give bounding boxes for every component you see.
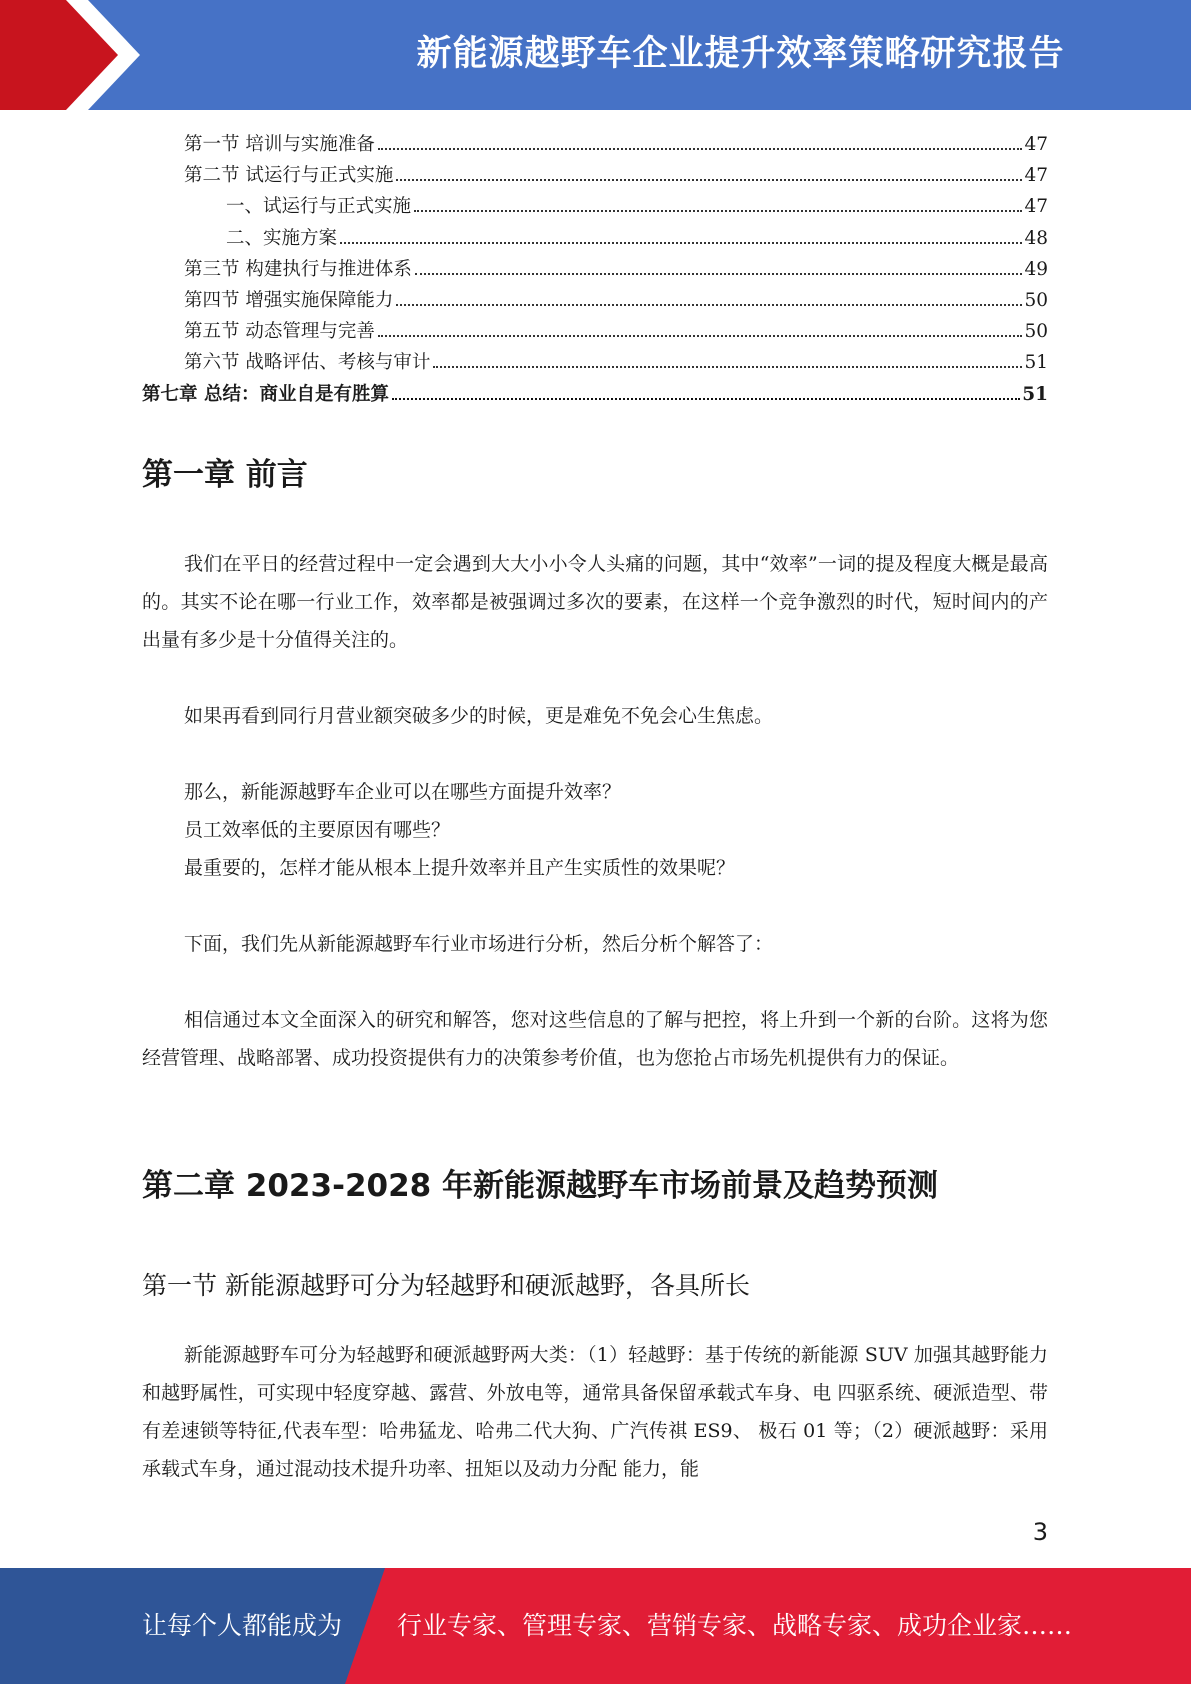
- toc-entry-page: 48: [1024, 227, 1048, 249]
- section-heading: 第一节 新能源越野可分为轻越野和硬派越野，各具所长: [142, 1271, 750, 1300]
- paragraph: 我们在平日的经营过程中一定会遇到大大小小令人头痛的问题，其中“效率”一词的提及程度大概是最高的。其实不论在哪一行业工作，效率都是被强调过多次的要素，在这样一个竞争激烈的时代，短时间内的产出量有多少是十分值得关注的。: [142, 553, 1048, 651]
- toc-leader: [340, 242, 1022, 244]
- page-header: [0, 0, 1191, 110]
- chapter-2-heading: 第二章 2023-2028 年新能源越野车市场前景及趋势预测: [142, 1168, 939, 1204]
- paragraph: 下面，我们先从新能源越野车行业市场进行分析，然后分析个解答了：: [184, 933, 774, 955]
- toc-entry-label: 第二节 试运行与正式实施: [184, 165, 394, 187]
- toc-entry-label: 第五节 动态管理与完善: [184, 321, 375, 343]
- toc-entry-page: 51: [1022, 383, 1048, 405]
- paragraph: 那么，新能源越野车企业可以在哪些方面提升效率？: [184, 781, 622, 803]
- toc-leader: [396, 304, 1022, 306]
- toc-entry-label: 第四节 增强实施保障能力: [184, 289, 394, 311]
- toc-leader: [415, 273, 1023, 275]
- toc-entry[interactable]: [142, 192, 1048, 223]
- page-number: 3: [1032, 1518, 1048, 1546]
- toc-entry[interactable]: [142, 161, 1048, 192]
- toc-entry[interactable]: [142, 224, 1048, 255]
- toc-entry-page: 47: [1024, 196, 1048, 218]
- toc-leader: [378, 335, 1023, 337]
- toc-entry-chapter[interactable]: [142, 380, 1048, 411]
- toc-entry-label: 第六节 战略评估、考核与审计: [184, 352, 431, 374]
- toc-entry-page: 50: [1024, 289, 1048, 311]
- table-of-contents: [142, 130, 1048, 411]
- toc-entry[interactable]: [142, 130, 1048, 161]
- toc-entry-label: 一、试运行与正式实施: [226, 196, 412, 218]
- footer-slogan-right: 行业专家、管理专家、营销专家、战略专家、成功企业家……: [397, 1611, 1073, 1640]
- paragraph: 员工效率低的主要原因有哪些？: [184, 819, 451, 841]
- page-footer: [0, 1568, 1191, 1684]
- toc-leader: [392, 398, 1020, 400]
- report-title: 新能源越野车企业提升效率策略研究报告: [416, 34, 1065, 74]
- toc-entry[interactable]: [142, 255, 1048, 286]
- toc-entry-page: 49: [1024, 258, 1048, 280]
- toc-entry-label: 第一节 培训与实施准备: [184, 134, 375, 155]
- toc-leader: [433, 366, 1022, 368]
- toc-entry-label: 第三节 构建执行与推进体系: [184, 258, 412, 280]
- toc-leader: [396, 179, 1022, 181]
- toc-entry-page: 51: [1024, 352, 1048, 374]
- toc-entry[interactable]: [142, 286, 1048, 317]
- paragraph: 最重要的，怎样才能从根本上提升效率并且产生实质性的效果呢？: [184, 857, 736, 879]
- chapter-1-heading: 第一章 前言: [142, 457, 308, 493]
- toc-leader: [378, 148, 1023, 150]
- toc-entry-label: 二、实施方案: [226, 227, 338, 249]
- paragraph: 相信通过本文全面深入的研究和解答，您对这些信息的了解与把控，将上升到一个新的台阶。这将为您经营管理、战略部署、成功投资提供有力的决策参考价值，也为您抢占市场先机提供有力的保证。: [142, 1009, 1048, 1069]
- paragraph: 新能源越野车可分为轻越野和硬派越野两大类：（1）轻越野：基于传统的新能源 SUV 加强其越野能力和越野属性，可实现中轻度穿越、露营、外放电等，通常具备保留承载式车身、电 四驱系统、硬派造型、带有差速锁等特征,代表车型：哈弗猛龙、哈弗二代大狗、广汽传祺 ES9、 极石 01 等；（2）硬派越野：采用承载式车身，通过混动技术提升功率、扭矩以及动力分配 能力，能: [142, 1344, 1048, 1480]
- toc-entry-page: 47: [1024, 165, 1048, 187]
- toc-entry[interactable]: [142, 348, 1048, 379]
- toc-entry-page: 47: [1024, 134, 1048, 155]
- toc-entry-page: 50: [1024, 321, 1048, 343]
- header-arrow-decoration: [0, 0, 160, 110]
- paragraph: 如果再看到同行月营业额突破多少的时候，更是难免不免会心生焦虑。: [184, 705, 774, 727]
- footer-slogan-left: 让每个人都能成为: [142, 1611, 343, 1640]
- toc-entry-label: 第七章 总结：商业自是有胜算: [142, 383, 389, 405]
- toc-leader: [414, 210, 1022, 212]
- toc-entry[interactable]: [142, 317, 1048, 348]
